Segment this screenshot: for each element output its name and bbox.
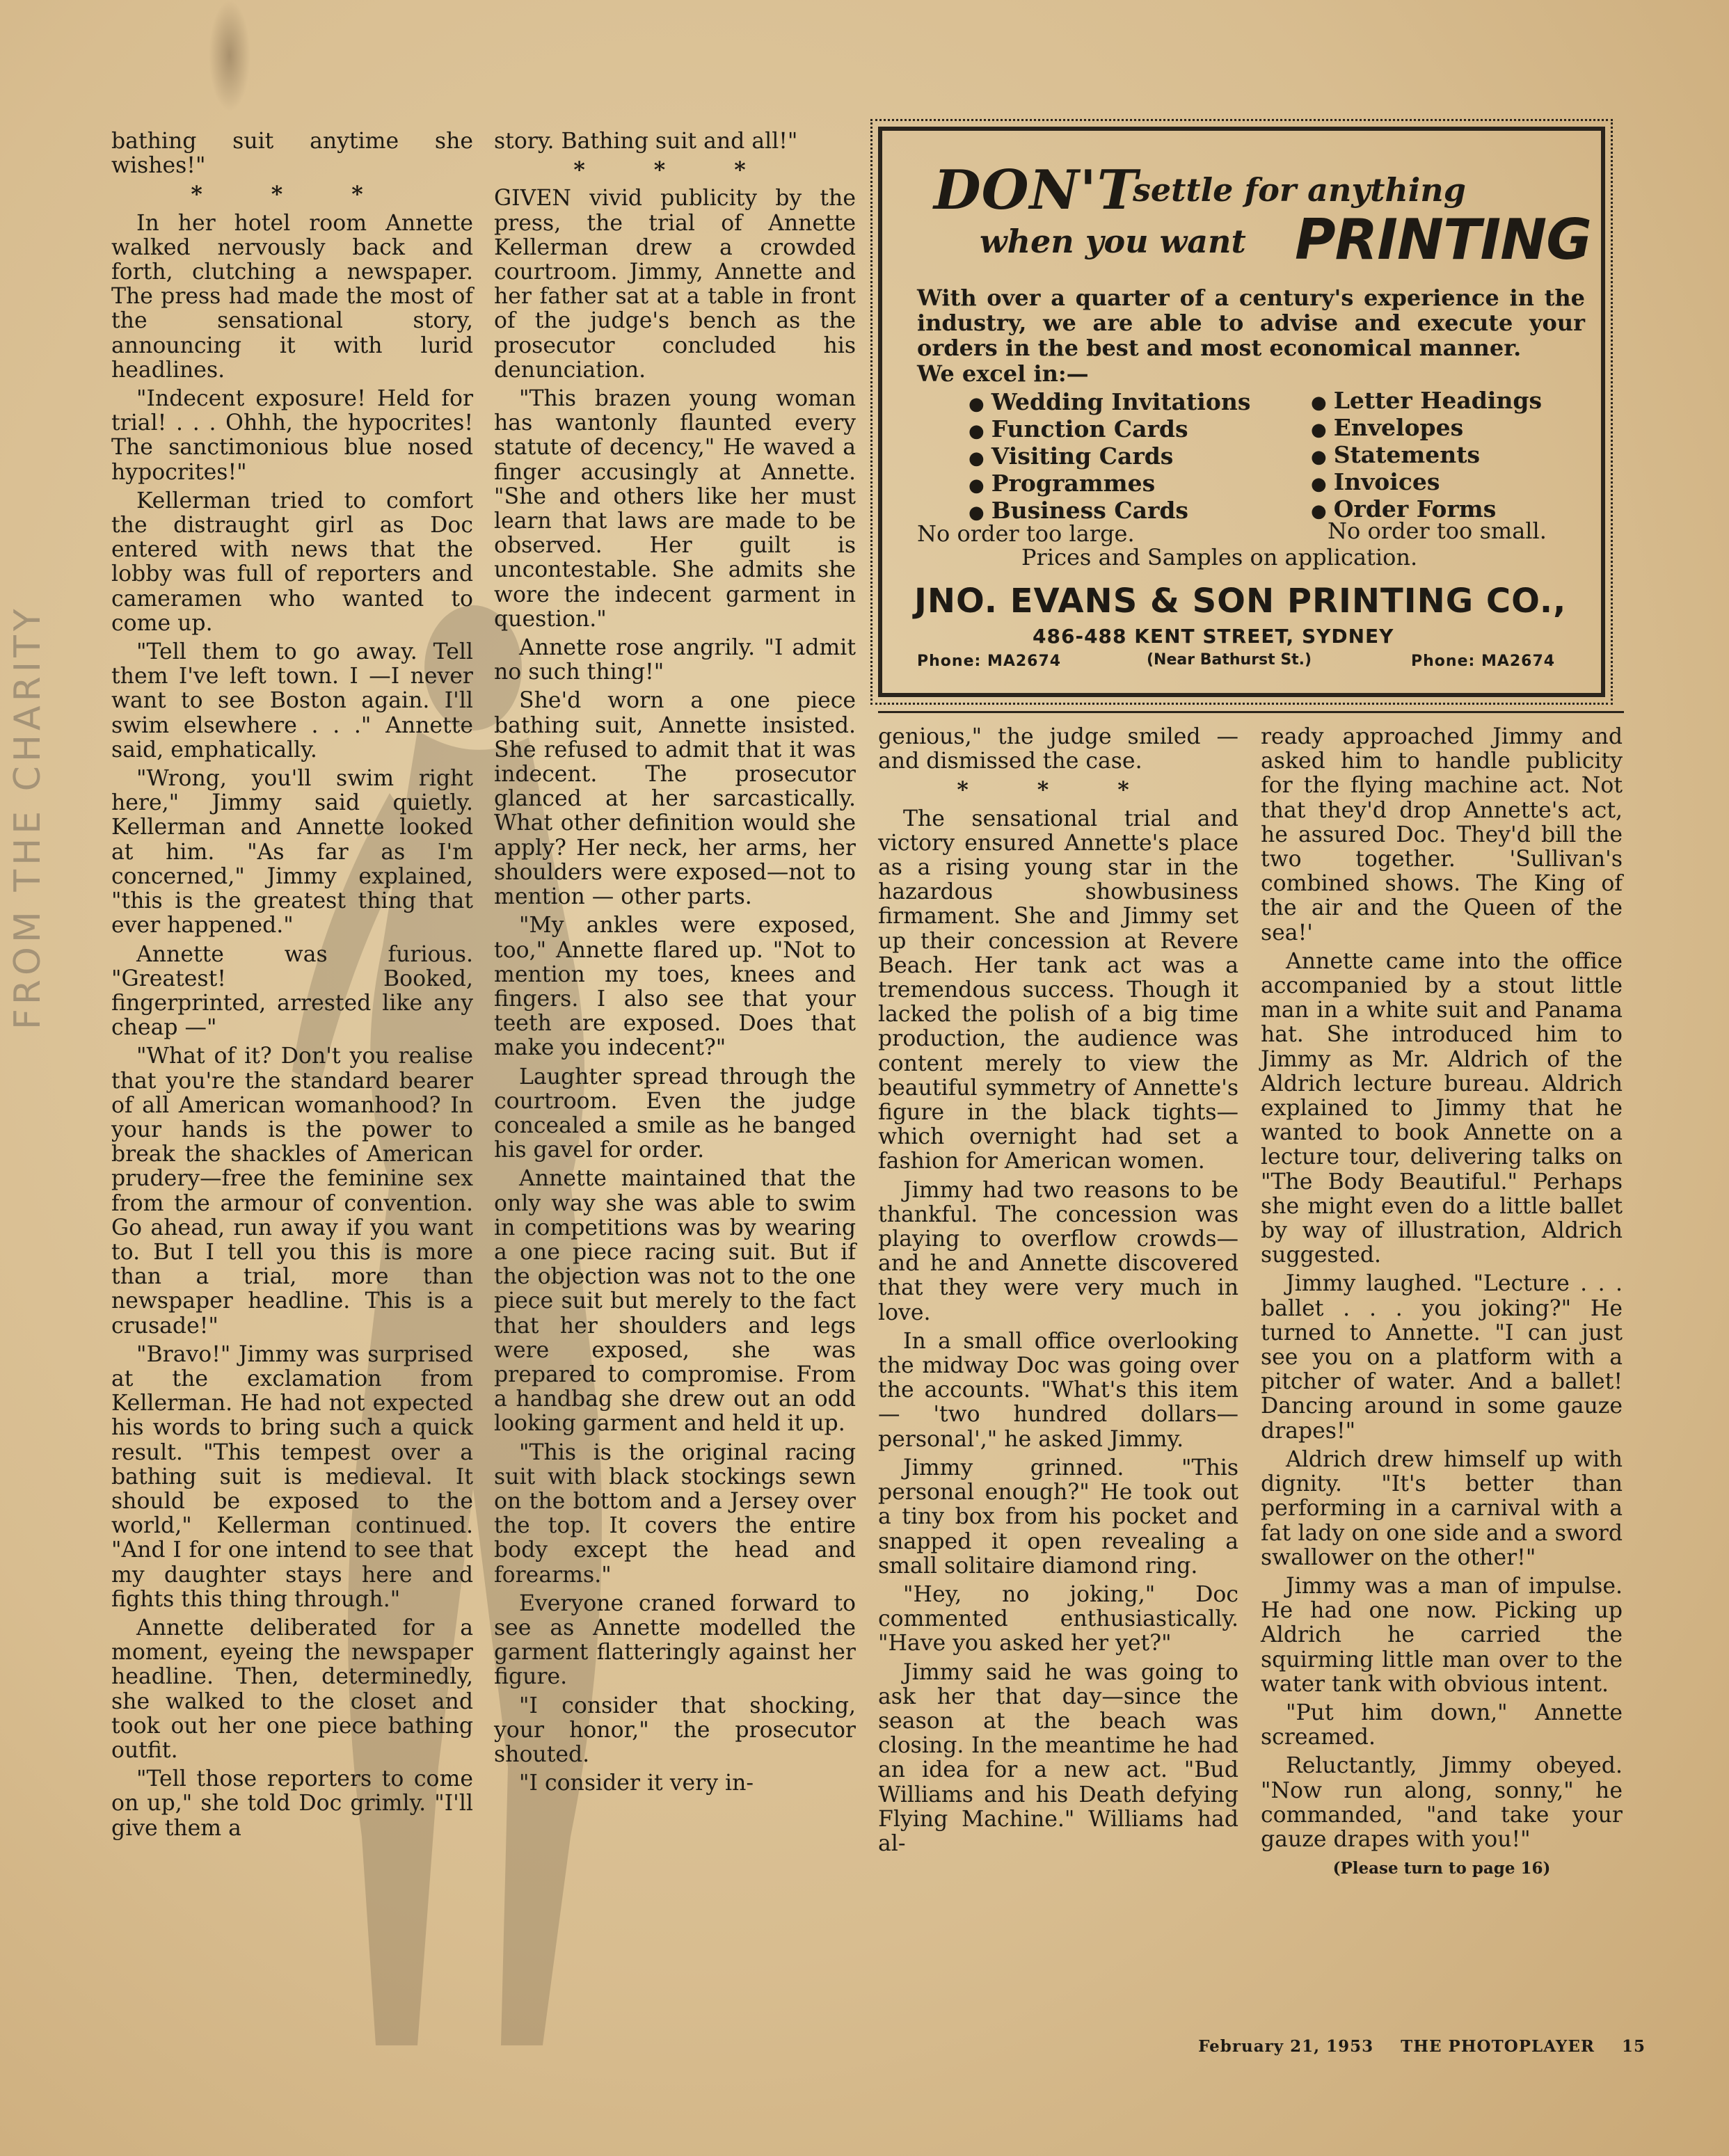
ad-service-item: ● Invoices [1311,470,1542,497]
paragraph: Annette maintained that the only way she was able to swim in competitions was by wearing a one piece racing suit. But if the objection was not to the one piece suit but merely to the fact that her shoulders and legs were exposed, she was prepared to compromise. From a handbag she drew out an odd looking garment and held it up. [494,1166,856,1437]
paragraph: Jimmy said he was going to ask her that day—since the season at the beach was closing. In the meantime he had an idea for a new act. "Bud Williams and his Death defying Flying Machine." Williams had al- [878,1659,1238,1856]
ad-service-item: ● Order Forms [1311,497,1542,524]
page-footer [1177,2037,1646,2056]
article-column-3 [878,725,1238,1860]
ad-phone-left: Phone: MA2674 [917,653,1062,670]
paragraph: "My ankles were exposed, too," Annette flared up. "Not to mention my toes, knees and fingers. I also see that your teeth are exposed. Does that make you indecent?" [494,913,856,1061]
section-break: * * * [573,157,776,184]
side-watermark-label: FROM THE CHARITY [7,605,49,1030]
article-column-1 [111,129,473,1845]
paragraph: The sensational trial and victory ensured Annette's place as a rising young star in the hazardous showbusiness firmament. She and Jimmy set up their concession at Revere Beach. Her tank act was a tremendous success. Though it lacked the polish of a big time production, the audience was content merely to view the beautiful symmetry of Annette's figure in the black tights—which overnight had set a fashion for American women. [878,806,1238,1174]
ad-company-name: JNO. EVANS & SON PRINTING CO., [914,582,1567,621]
article-column-2 [494,129,856,1800]
section-break: * * * [191,182,394,208]
paragraph: Everyone craned forward to see as Annette modelled the garment flatteringly against her figure. [494,1590,856,1690]
paragraph: "Bravo!" Jimmy was surprised at the exclamation from Kellerman. He had not expected his words to bring such a quick result. "This tempest over a bathing suit is medieval. It should be exposed to the world," Kellerman continued. "And I for one intend to see that my daughter stays here and fights this thing through." [111,1341,473,1612]
printing-advertisement [878,127,1605,697]
paragraph: Annette rose angrily. "I admit no such thing!" [494,635,856,685]
paragraph: Jimmy grinned. "This personal enough?" He took out a tiny box from his pocket and snapped it open revealing a small solitaire diamond ring. [878,1455,1238,1579]
paragraph: "I consider that shocking, your honor," the prosecutor shouted. [494,1693,856,1767]
footer-magazine: THE PHOTOPLAYER [1401,2037,1595,2056]
paragraph: "What of it? Don't you realise that you're the standard bearer of all American womanhood? In your hands is the power to break the shackles of American prudery—free the feminine sex from the armour of convention. Go ahead, run away if you want to. But I tell you this is more than a trial, more than newspaper headline. This is a crusade!" [111,1044,473,1339]
article-column-4 [1261,725,1623,1885]
continued-note: (Please turn to page 16) [1332,1859,1551,1878]
paragraph: Laughter spread through the courtroom. Even the judge concealed a smile as he banged his gavel for order. [494,1064,856,1163]
ad-excel-heading: We excel in:— [917,360,1089,387]
paragraph: bathing suit anytime she wishes!" [111,129,473,179]
ad-headline-printing: PRINTING [1295,207,1591,272]
ad-services-left [969,390,1250,525]
divider-rule [878,711,1624,713]
paragraph: ready approached Jimmy and asked him to handle publicity for the flying machine act. Not that they'd drop Annette's act, he assured Doc. They'd bill the two together. 'Sullivan's combined shows. The King of the air and the Queen of the sea!' [1261,724,1623,945]
paragraph: "This brazen young woman has wantonly flaunted every statute of decency," He waved a finger accusingly at Annette. "She and others like her must learn that laws are made to be observed. Her guilt is uncontestable. She admits she wore the indecent garment in question." [494,386,856,632]
paragraph: Jimmy laughed. "Lecture . . . ballet . . . you joking?" He turned to Annette. "I can just see you on a platform with a pitcher of water. And a ballet! Dancing around in some gauze drapes!" [1261,1271,1623,1444]
paragraph: GIVEN vivid publicity by the press, the trial of Annette Kellerman drew a crowded courtroom. Jimmy, Annette and her father sat at a table in front of the judge's bench as the prosecutor concluded his denunciation. [494,186,856,383]
paragraph: "Hey, no joking," Doc commented enthusiastically. "Have you asked her yet?" [878,1581,1238,1656]
paragraph: story. Bathing suit and all!" [494,129,798,154]
paragraph: "Indecent exposure! Held for trial! . . . Ohhh, the hypocrites! The sanctimonious blue nosed hypocrites!" [111,386,473,485]
ad-service-item: ● Wedding Invitations [969,390,1250,417]
ad-headline-dont: DON'T [934,159,1138,222]
paragraph: Annette was furious. "Greatest! Booked, fingerprinted, arrested like any cheap —" [111,941,473,1041]
footer-page-number: 15 [1621,2037,1646,2056]
ad-service-item: ● Statements [1311,442,1542,470]
ad-service-item: ● Visiting Cards [969,444,1250,471]
paragraph: "Tell those reporters to come on up," she told Doc grimly. "I'll give them a [111,1766,473,1841]
paragraph: Aldrich drew himself up with dignity. "It's better than performing in a carnival with a fat lady on one side and a sword swallower on the other!" [1261,1446,1623,1570]
ad-headline-when: when you want [980,223,1246,260]
paragraph: Reluctantly, Jimmy obeyed. "Now run along, sonny," he commanded, "and take your gauze drapes with you!" [1261,1753,1623,1852]
paragraph: "I consider it very in- [519,1771,754,1796]
ad-no-order-large: No order too large. [917,520,1135,547]
ad-phone-right: Phone: MA2674 [1411,653,1556,670]
footer-date: February 21, 1953 [1198,2037,1374,2056]
ad-service-item: ● Function Cards [969,417,1250,444]
paragraph: "This is the original racing suit with black stockings sewn on the bottom and a Jersey over the top. It covers the entire body except the head and forearms." [494,1439,856,1588]
paragraph: "Tell them to go away. Tell them I've left town. I —I never want to see Boston again. I'll swim elsewhere . . ." Annette said, emphatically. [111,639,473,762]
ad-services-right [1311,388,1542,524]
paragraph: In a small office overlooking the midway Doc was going over the accounts. "What's this item— 'two hundred dollars—personal'," he asked Jimmy. [878,1328,1238,1452]
ad-address: 486-488 KENT STREET, SYDNEY [1033,625,1394,648]
paragraph: "Put him down," Annette screamed. [1261,1700,1623,1750]
ad-intro-text: With over a quarter of a century's experience in the industry, we are able to advise and execute your orders in the best and most economical manner. [917,285,1585,361]
paragraph: Kellerman tried to comfort the distraught girl as Doc entered with news that the lobby was full of reporters and cameramen who wanted to come up. [111,488,473,636]
paragraph: She'd worn a one piece bathing suit, Annette insisted. She refused to admit that it was indecent. The prosecutor glanced at her sarcastically. What other definition would she apply? Her neck, her arms, her shoulders were exposed—not to mention — other parts. [494,688,856,910]
section-break: * * * [957,777,1160,804]
paragraph: Annette deliberated for a moment, eyeing the newspaper headline. Then, determinedly, she walked to the closet and took out her one piece bathing outfit. [111,1615,473,1763]
ad-service-item: ● Business Cards [969,498,1250,525]
ad-no-order-small: No order too small. [1328,518,1547,544]
paragraph: genious," the judge smiled —and dismissed the case. [878,724,1238,774]
paragraph: "Wrong, you'll swim right here," Jimmy said quietly. Kellerman and Annette looked at him. "As far as I'm concerned," Jimmy explained, "this is the greatest thing that ever happened." [111,766,473,939]
paragraph: Jimmy had two reasons to be thankful. The concession was playing to overflow crowds—and he and Annette discovered that they were very much in love. [878,1177,1238,1325]
ad-service-item: ● Programmes [969,471,1250,498]
page-fold-shadow [209,0,250,111]
paragraph: In her hotel room Annette walked nervously back and forth, clutching a newspaper. The press had made the most of the sensational story, announcing it with lurid headlines. [111,210,473,383]
paragraph: Annette came into the office accompanied by a stout little man in a white suit and Panama hat. She introduced him to Jimmy as Mr. Aldrich of the Aldrich lecture bureau. Aldrich explained to Jimmy that he wanted to book Annette on a lecture tour, delivering talks on "The Body Beautiful." Perhaps she might even do a little ballet by way of illustration, Aldrich suggested. [1261,948,1623,1268]
ad-near-note: (Near Bathurst St.) [1147,651,1312,669]
ad-headline-settle: settle for anything [1133,171,1466,209]
ad-service-item: ● Envelopes [1311,415,1542,442]
paragraph: Jimmy was a man of impulse. He had one now. Picking up Aldrich he carried the squirming little man over to the water tank with obvious intent. [1261,1573,1623,1697]
ad-prices-line: Prices and Samples on application. [1021,544,1418,570]
ad-service-item: ● Letter Headings [1311,388,1542,415]
